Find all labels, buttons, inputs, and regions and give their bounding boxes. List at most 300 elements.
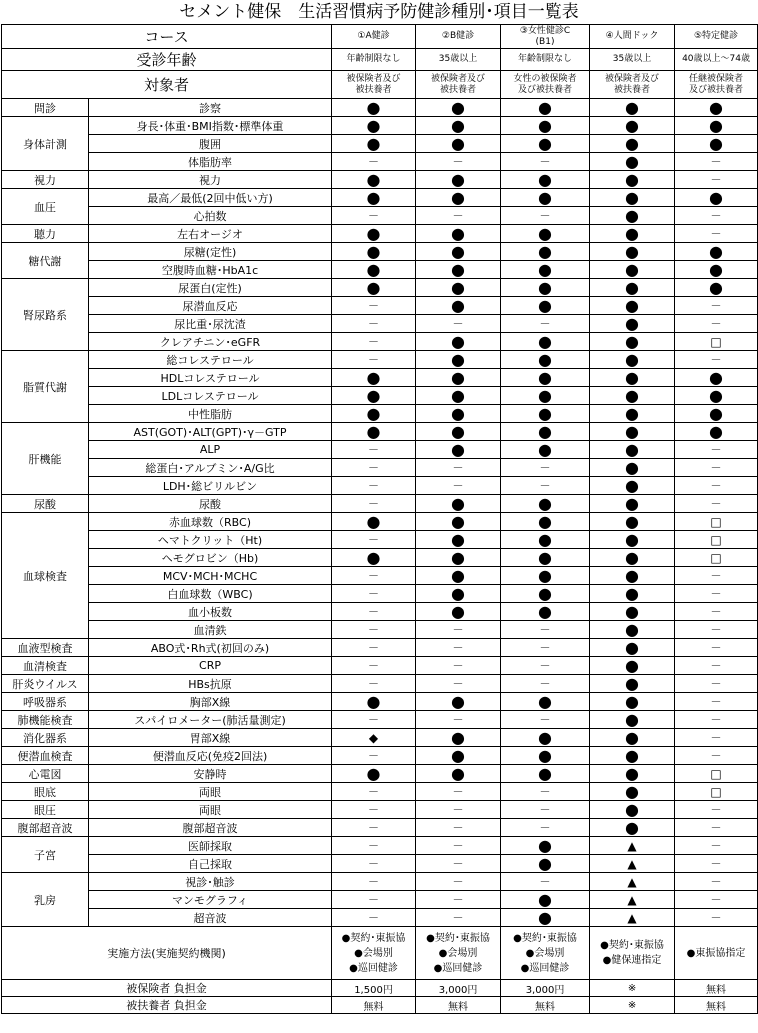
not-included-mark: － (501, 819, 590, 837)
included-mark: ● (590, 711, 675, 729)
not-included-mark: － (501, 783, 590, 801)
not-included-mark: － (416, 675, 501, 693)
included-mark: ● (590, 441, 675, 459)
item-cell: マンモグラフィ (89, 891, 332, 909)
included-mark: ● (590, 207, 675, 225)
table-row (2, 873, 758, 891)
conditional-mark: □ (675, 531, 758, 549)
included-mark: ● (416, 351, 501, 369)
item-cell: 超音波 (89, 909, 332, 927)
item-cell: 血小板数 (89, 603, 332, 621)
category-cell: 尿酸 (2, 495, 89, 513)
not-included-mark: － (675, 909, 758, 927)
course-header: コース (2, 25, 332, 49)
item-cell: LDLコレステロール (89, 387, 332, 405)
fee-value: 無料 (416, 997, 501, 1014)
included-mark: ● (675, 387, 758, 405)
item-cell: 胸部X線 (89, 693, 332, 711)
included-mark: ● (332, 171, 416, 189)
table-row (2, 297, 758, 315)
not-included-mark: － (501, 207, 590, 225)
included-mark: ● (416, 99, 501, 117)
table-row (2, 441, 758, 459)
included-mark: ● (501, 351, 590, 369)
target-persons: 被保険者及び 被扶養者 (590, 71, 675, 99)
target-persons: 女性の被保険者 及び被扶養者 (501, 71, 590, 99)
included-mark: ● (590, 657, 675, 675)
table-row (2, 549, 758, 567)
table-row (2, 153, 758, 171)
item-cell: 身長･体重･BMI指数･標準体重 (89, 117, 332, 135)
header-row (2, 49, 758, 71)
item-cell: MCV･MCH･MCHC (89, 567, 332, 585)
table-row (2, 261, 758, 279)
not-included-mark: － (332, 459, 416, 477)
item-cell: クレアチニン･eGFR (89, 333, 332, 351)
included-mark: ● (416, 747, 501, 765)
fee-value: ※ (590, 980, 675, 997)
table-row (2, 855, 758, 873)
category-cell: 消化器系 (2, 729, 89, 747)
included-mark: ● (416, 333, 501, 351)
item-cell: 心拍数 (89, 207, 332, 225)
included-mark: ● (332, 279, 416, 297)
not-included-mark: － (675, 693, 758, 711)
item-cell: ABO式･Rh式(初回のみ) (89, 639, 332, 657)
table-row (2, 747, 758, 765)
category-cell: 糖代謝 (2, 243, 89, 279)
item-cell: AST(GOT)･ALT(GPT)･γ－GTP (89, 423, 332, 441)
included-mark: ● (501, 531, 590, 549)
not-included-mark: － (675, 495, 758, 513)
not-included-mark: － (332, 477, 416, 495)
not-included-mark: － (332, 783, 416, 801)
fee-value: 3,000円 (501, 980, 590, 997)
course-name: ⑤特定健診 (675, 25, 758, 49)
included-mark: ● (590, 819, 675, 837)
age-limit: 35歳以上 (416, 49, 501, 71)
included-mark: ● (332, 261, 416, 279)
not-included-mark: － (416, 477, 501, 495)
not-included-mark: － (675, 585, 758, 603)
included-mark: ● (416, 297, 501, 315)
included-mark: ● (416, 423, 501, 441)
not-included-mark: － (675, 837, 758, 855)
included-mark: ● (332, 99, 416, 117)
method-value: ●契約･東振協 ●健保連指定 (590, 927, 675, 980)
table-row (2, 315, 758, 333)
item-cell: 尿潜血反応 (89, 297, 332, 315)
not-included-mark: － (332, 621, 416, 639)
item-cell: 尿蛋白(定性) (89, 279, 332, 297)
method-value: ●契約･東振協 ●会場別 ●巡回健診 (416, 927, 501, 980)
category-cell: 身体計測 (2, 117, 89, 171)
table-row (2, 135, 758, 153)
not-included-mark: － (675, 855, 758, 873)
not-included-mark: － (332, 873, 416, 891)
included-mark: ● (590, 531, 675, 549)
category-cell: 肝機能 (2, 423, 89, 495)
included-mark: ● (416, 765, 501, 783)
not-included-mark: － (332, 495, 416, 513)
included-mark: ● (590, 297, 675, 315)
fee-label: 被保険者 負担金 (2, 980, 332, 997)
table-row (2, 99, 758, 117)
included-mark: ● (501, 189, 590, 207)
method-row (2, 927, 758, 980)
included-mark: ● (332, 693, 416, 711)
not-included-mark: － (501, 675, 590, 693)
table-row (2, 279, 758, 297)
included-mark: ● (332, 549, 416, 567)
category-cell: 問診 (2, 99, 89, 117)
not-included-mark: － (332, 711, 416, 729)
category-cell: 腎尿路系 (2, 279, 89, 351)
method-value: ●東振協指定 (675, 927, 758, 980)
included-mark: ● (590, 225, 675, 243)
table-row (2, 819, 758, 837)
included-mark: ● (501, 909, 590, 927)
not-included-mark: － (675, 315, 758, 333)
category-cell: 呼吸器系 (2, 693, 89, 711)
not-included-mark: － (416, 801, 501, 819)
not-included-mark: － (332, 153, 416, 171)
included-mark: ● (590, 783, 675, 801)
not-included-mark: － (675, 351, 758, 369)
included-mark: ● (416, 387, 501, 405)
not-included-mark: － (675, 441, 758, 459)
included-mark: ● (416, 495, 501, 513)
included-mark: ● (675, 189, 758, 207)
included-mark: ● (501, 765, 590, 783)
not-included-mark: － (501, 801, 590, 819)
table-row (2, 243, 758, 261)
category-cell: 血圧 (2, 189, 89, 225)
table-row (2, 495, 758, 513)
included-mark: ● (332, 423, 416, 441)
item-cell: 腹囲 (89, 135, 332, 153)
included-mark: ● (590, 117, 675, 135)
not-included-mark: － (332, 531, 416, 549)
not-included-mark: － (332, 657, 416, 675)
included-mark: ● (501, 369, 590, 387)
age-limit: 年齢制限なし (332, 49, 416, 71)
included-mark: ● (590, 675, 675, 693)
category-cell: 血清検査 (2, 657, 89, 675)
table-row (2, 765, 758, 783)
not-included-mark: － (675, 711, 758, 729)
conditional-mark: □ (675, 333, 758, 351)
included-mark: ● (332, 387, 416, 405)
included-mark: ● (416, 513, 501, 531)
included-mark: ● (501, 135, 590, 153)
item-cell: 白血球数（WBC) (89, 585, 332, 603)
not-included-mark: － (501, 873, 590, 891)
not-included-mark: － (675, 657, 758, 675)
item-cell: CRP (89, 657, 332, 675)
included-mark: ● (590, 729, 675, 747)
included-mark: ● (416, 135, 501, 153)
included-mark: ● (590, 351, 675, 369)
included-mark: ● (590, 99, 675, 117)
included-mark: ● (590, 333, 675, 351)
item-cell: 尿比重･尿沈渣 (89, 315, 332, 333)
item-cell: 視力 (89, 171, 332, 189)
table-row (2, 189, 758, 207)
included-mark: ● (501, 99, 590, 117)
age-limit: 40歳以上～74歳 (675, 49, 758, 71)
included-mark: ● (590, 801, 675, 819)
included-mark: ● (590, 585, 675, 603)
category-cell: 脂質代謝 (2, 351, 89, 423)
item-cell: 尿酸 (89, 495, 332, 513)
not-included-mark: － (501, 711, 590, 729)
item-cell: スパイロメーター(肺活量測定) (89, 711, 332, 729)
included-mark: ● (590, 549, 675, 567)
table-row (2, 117, 758, 135)
not-included-mark: － (416, 837, 501, 855)
included-mark: ● (501, 441, 590, 459)
included-mark: ● (332, 513, 416, 531)
not-included-mark: － (332, 675, 416, 693)
included-mark: ● (416, 585, 501, 603)
fee-value: 無料 (675, 980, 758, 997)
not-included-mark: － (501, 153, 590, 171)
included-mark: ● (590, 693, 675, 711)
not-included-mark: － (675, 567, 758, 585)
included-mark: ● (501, 117, 590, 135)
not-included-mark: － (675, 819, 758, 837)
not-included-mark: － (675, 207, 758, 225)
included-mark: ● (675, 135, 758, 153)
included-mark: ● (501, 837, 590, 855)
category-cell: 肺機能検査 (2, 711, 89, 729)
diamond-mark: ◆ (332, 729, 416, 747)
fee-value: ※ (590, 997, 675, 1014)
item-cell: 空腹時血糖･HbA1c (89, 261, 332, 279)
table-row (2, 531, 758, 549)
table-row (2, 459, 758, 477)
not-included-mark: － (501, 639, 590, 657)
item-cell: 総コレステロール (89, 351, 332, 369)
fee-value: 無料 (501, 997, 590, 1014)
included-mark: ● (332, 225, 416, 243)
conditional-mark: □ (675, 549, 758, 567)
included-mark: ● (590, 513, 675, 531)
not-included-mark: － (675, 873, 758, 891)
included-mark: ● (590, 405, 675, 423)
not-included-mark: － (332, 585, 416, 603)
item-cell: HBs抗原 (89, 675, 332, 693)
not-included-mark: － (332, 315, 416, 333)
not-included-mark: － (675, 603, 758, 621)
included-mark: ● (675, 369, 758, 387)
table-row (2, 351, 758, 369)
not-included-mark: － (416, 459, 501, 477)
age-header: 受診年齢 (2, 49, 332, 71)
included-mark: ● (332, 765, 416, 783)
included-mark: ● (675, 99, 758, 117)
item-cell: HDLコレステロール (89, 369, 332, 387)
not-included-mark: － (416, 873, 501, 891)
not-included-mark: － (416, 639, 501, 657)
item-cell: 腹部超音波 (89, 819, 332, 837)
included-mark: ● (590, 765, 675, 783)
table-row (2, 837, 758, 855)
not-included-mark: － (501, 657, 590, 675)
included-mark: ● (416, 441, 501, 459)
included-mark: ● (416, 549, 501, 567)
included-mark: ● (416, 729, 501, 747)
table-row (2, 207, 758, 225)
included-mark: ● (590, 603, 675, 621)
included-mark: ● (416, 171, 501, 189)
page-title: セメント健保 生活習慣病予防健診種別･項目一覧表 (179, 2, 579, 22)
category-cell: 心電図 (2, 765, 89, 783)
included-mark: ● (501, 423, 590, 441)
item-cell: 左右オージオ (89, 225, 332, 243)
table-row (2, 639, 758, 657)
included-mark: ● (675, 117, 758, 135)
table-row (2, 333, 758, 351)
included-mark: ● (675, 423, 758, 441)
not-included-mark: － (675, 297, 758, 315)
included-mark: ● (416, 243, 501, 261)
fee-value: 1,500円 (332, 980, 416, 997)
table-row (2, 729, 758, 747)
included-mark: ● (590, 459, 675, 477)
not-included-mark: － (675, 171, 758, 189)
included-mark: ● (416, 225, 501, 243)
category-cell: 血液型検査 (2, 639, 89, 657)
not-included-mark: － (501, 477, 590, 495)
item-cell: 自己採取 (89, 855, 332, 873)
item-cell: LDH･総ビリルビン (89, 477, 332, 495)
target-header: 対象者 (2, 71, 332, 99)
not-included-mark: － (332, 891, 416, 909)
table-row (2, 909, 758, 927)
not-included-mark: － (675, 621, 758, 639)
item-cell: 診察 (89, 99, 332, 117)
included-mark: ● (332, 243, 416, 261)
included-mark: ● (501, 243, 590, 261)
not-included-mark: － (332, 855, 416, 873)
not-included-mark: － (501, 621, 590, 639)
item-cell: 血清鉄 (89, 621, 332, 639)
course-name: ④人間ドック (590, 25, 675, 49)
included-mark: ● (675, 405, 758, 423)
included-mark: ● (590, 279, 675, 297)
course-name: ③女性健診C (B1) (501, 25, 590, 49)
not-included-mark: － (416, 621, 501, 639)
not-included-mark: － (332, 351, 416, 369)
table-row (2, 891, 758, 909)
conditional-mark: □ (675, 513, 758, 531)
not-included-mark: － (675, 477, 758, 495)
table-row (2, 171, 758, 189)
included-mark: ● (416, 117, 501, 135)
target-persons: 被保険者及び 被扶養者 (332, 71, 416, 99)
included-mark: ● (501, 171, 590, 189)
included-mark: ● (332, 369, 416, 387)
item-cell: 両眼 (89, 801, 332, 819)
not-included-mark: － (332, 333, 416, 351)
table-row (2, 783, 758, 801)
included-mark: ● (501, 855, 590, 873)
included-mark: ● (501, 225, 590, 243)
included-mark: ● (416, 405, 501, 423)
not-included-mark: － (675, 459, 758, 477)
included-mark: ● (590, 387, 675, 405)
included-mark: ● (501, 693, 590, 711)
not-included-mark: － (675, 153, 758, 171)
target-persons: 任継被保険者 及び被扶養者 (675, 71, 758, 99)
not-included-mark: － (675, 729, 758, 747)
table-row (2, 513, 758, 531)
included-mark: ● (501, 891, 590, 909)
included-mark: ● (501, 567, 590, 585)
course-name: ②B健診 (416, 25, 501, 49)
included-mark: ● (501, 387, 590, 405)
included-mark: ● (501, 279, 590, 297)
not-included-mark: － (675, 639, 758, 657)
included-mark: ● (590, 369, 675, 387)
not-included-mark: － (501, 459, 590, 477)
table-row (2, 405, 758, 423)
item-cell: 総蛋白･アルブミン･A/G比 (89, 459, 332, 477)
table-row (2, 387, 758, 405)
included-mark: ● (675, 243, 758, 261)
not-included-mark: － (416, 207, 501, 225)
method-value: ●契約･東振協 ●会場別 ●巡回健診 (501, 927, 590, 980)
conditional-mark: □ (675, 765, 758, 783)
not-included-mark: － (332, 567, 416, 585)
not-included-mark: － (416, 657, 501, 675)
fee-label: 被扶養者 負担金 (2, 997, 332, 1014)
not-included-mark: － (416, 711, 501, 729)
item-cell: ALP (89, 441, 332, 459)
fee-value: 無料 (675, 997, 758, 1014)
optional-mark: ▲ (590, 909, 675, 927)
included-mark: ● (416, 531, 501, 549)
not-included-mark: － (332, 909, 416, 927)
included-mark: ● (590, 189, 675, 207)
method-value: ●契約･東振協 ●会場別 ●巡回健診 (332, 927, 416, 980)
checkup-table (1, 24, 758, 1014)
included-mark: ● (416, 693, 501, 711)
included-mark: ● (675, 279, 758, 297)
not-included-mark: － (416, 153, 501, 171)
category-cell: 肝炎ウイルス (2, 675, 89, 693)
item-cell: 両眼 (89, 783, 332, 801)
included-mark: ● (332, 117, 416, 135)
table-row (2, 801, 758, 819)
fee-row (2, 980, 758, 997)
included-mark: ● (590, 315, 675, 333)
not-included-mark: － (332, 297, 416, 315)
included-mark: ● (501, 747, 590, 765)
item-cell: 医師採取 (89, 837, 332, 855)
not-included-mark: － (332, 207, 416, 225)
table-row (2, 693, 758, 711)
item-cell: 胃部X線 (89, 729, 332, 747)
included-mark: ● (416, 369, 501, 387)
not-included-mark: － (675, 675, 758, 693)
not-included-mark: － (416, 855, 501, 873)
table-row (2, 567, 758, 585)
not-included-mark: － (332, 603, 416, 621)
category-cell: 血球検査 (2, 513, 89, 639)
